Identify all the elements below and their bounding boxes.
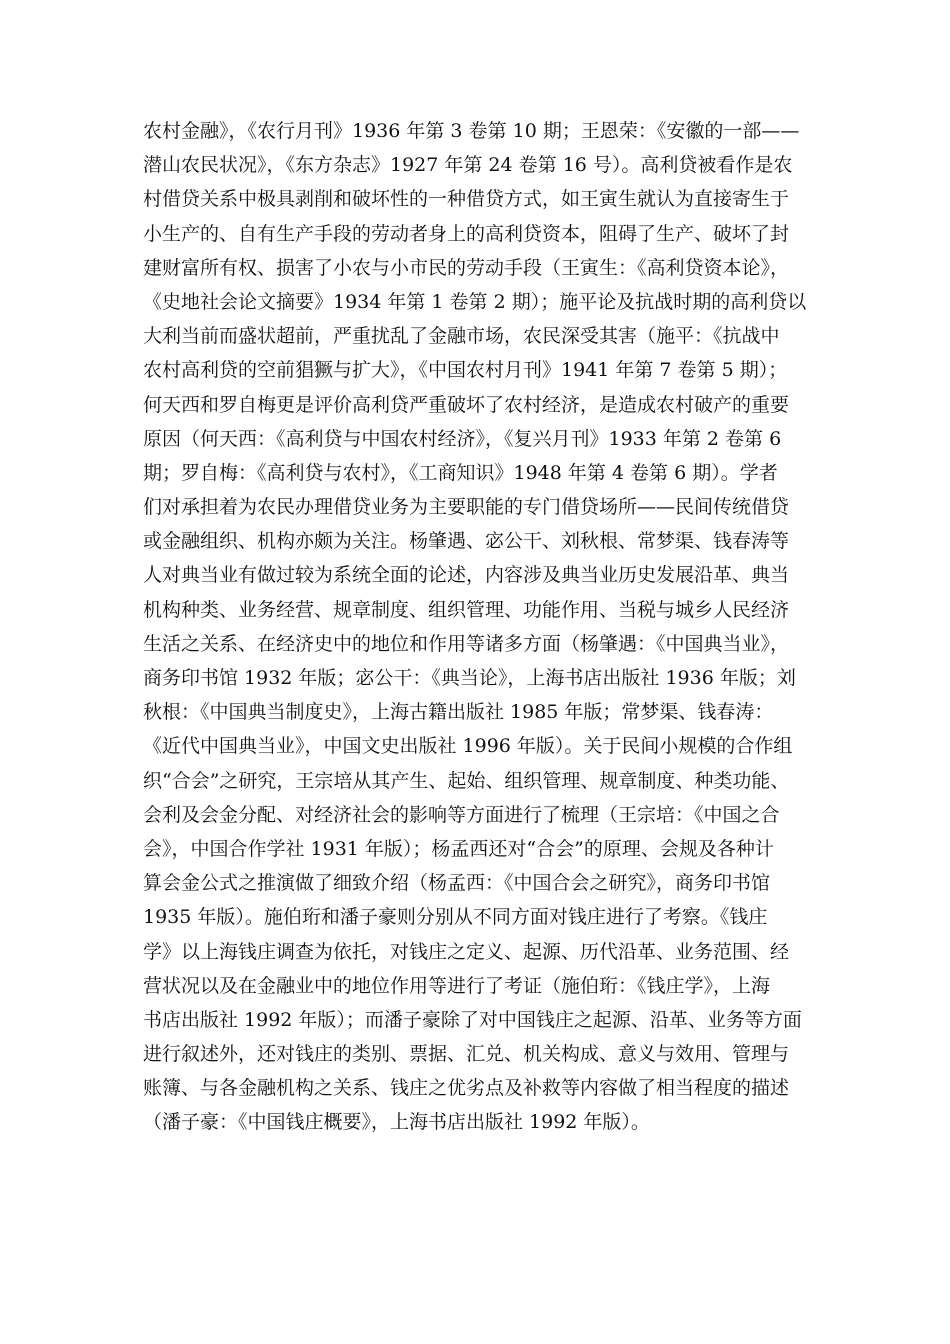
text-line: （潘子豪：《中国钱庄概要》，上海书店出版社 1992 年版）。 — [143, 1111, 650, 1134]
text-line: 农村高利贷的空前猖獗与扩大》，《中国农村月刊》1941 年第 7 卷第 5 期）； — [143, 359, 788, 382]
text-line: 秋根：《中国典当制度史》，上海古籍出版社 1985 年版；常梦渠、钱春涛： — [143, 701, 774, 724]
text-line: 生活之关系、在经济史中的地位和作用等诸多方面（杨肇遇：《中国典当业》， — [143, 632, 790, 655]
text-line: 账簿、与各金融机构之关系、钱庄之优劣点及补救等内容做了相当程度的描述 — [143, 1077, 790, 1100]
text-line: 建财富所有权、损害了小农与小市民的劳动手段（王寅生：《高利贷资本论》， — [143, 256, 790, 279]
text-line: 进行叙述外，还对钱庄的类别、票据、汇兑、机关构成、意义与效用、管理与 — [143, 1043, 790, 1066]
text-line: 们对承担着为农民办理借贷业务为主要职能的专门借贷场所——民间传统借贷 — [143, 496, 790, 519]
text-line: 织“合会”之研究，王宗培从其产生、起始、组织管理、规章制度、种类功能、 — [143, 769, 790, 792]
text-line: 《近代中国典当业》，中国文史出版社 1996 年版）。关于民间小规模的合作组 — [143, 735, 793, 758]
text-line: 1935 年版）。施伯珩和潘子豪则分别从不同方面对钱庄进行了考察。《钱庄 — [143, 906, 768, 929]
text-line: 商务印书馆 1932 年版；宓公干：《典当论》，上海书店出版社 1936 年版；刘 — [143, 667, 796, 689]
text-line: 学》以上海钱庄调查为依托，对钱庄之定义、起源、历代沿革、业务范围、经 — [143, 940, 790, 963]
text-line: 算会金公式之推演做了细致介绍（杨孟西：《中国合会之研究》，商务印书馆 — [143, 872, 771, 895]
text-line: 营状况以及在金融业中的地位作用等进行了考证（施伯珩：《钱庄学》，上海 — [143, 974, 771, 997]
text-line: 何天西和罗自梅更是评价高利贷严重破坏了农村经济，是造成农村破产的重要 — [143, 393, 790, 416]
text-line: 大利当前而盛状超前，严重扰乱了金融市场，农民深受其害（施平：《抗战中 — [143, 325, 780, 348]
text-line: 期；罗自梅：《高利贷与农村》，《工商知识》1948 年第 4 卷第 6 期）。学者 — [143, 461, 778, 484]
text-line: 村借贷关系中极具剥削和破坏性的一种借贷方式，如王寅生就认为直接寄生于 — [143, 188, 790, 211]
text-line: 机构种类、业务经营、规章制度、组织管理、功能作用、当税与城乡人民经济 — [143, 598, 790, 621]
text-line: 人对典当业有做过较为系统全面的论述，内容涉及典当业历史发展沿革、典当 — [143, 564, 790, 587]
text-line: 潜山农民状况》，《东方杂志》1927 年第 24 卷第 16 号）。高利贷被看作是农 — [143, 154, 793, 177]
text-line: 农村金融》，《农行月刊》1936 年第 3 卷第 10 期；王恩荣：《安徽的一部—— — [143, 120, 800, 142]
text-line: 或金融组织、机构亦颇为关注。杨肇遇、宓公干、刘秋根、常梦渠、钱春涛等 — [143, 530, 790, 553]
text-line: 会》，中国合作学社 1931 年版）；杨孟西还对“合会”的原理、会规及各种计 — [143, 837, 774, 860]
text-line: 书店出版社 1992 年版）；而潘子豪除了对中国钱庄之起源、沿革、业务等方面 — [143, 1008, 802, 1031]
body-paragraph — [143, 114, 823, 1140]
text-line: 会利及会金分配、对经济社会的影响等方面进行了梳理（王宗培：《中国之合 — [143, 803, 780, 826]
text-line: 《史地社会论文摘要》1934 年第 1 卷第 2 期）；施平论及抗战时期的高利贷以 — [143, 290, 807, 313]
text-line: 原因（何天西：《高利贷与中国农村经济》，《复兴月刊》1933 年第 2 卷第 6 — [143, 427, 782, 450]
text-line: 小生产的、自有生产手段的劳动者身上的高利贷资本，阻碍了生产、破坏了封 — [143, 222, 790, 245]
